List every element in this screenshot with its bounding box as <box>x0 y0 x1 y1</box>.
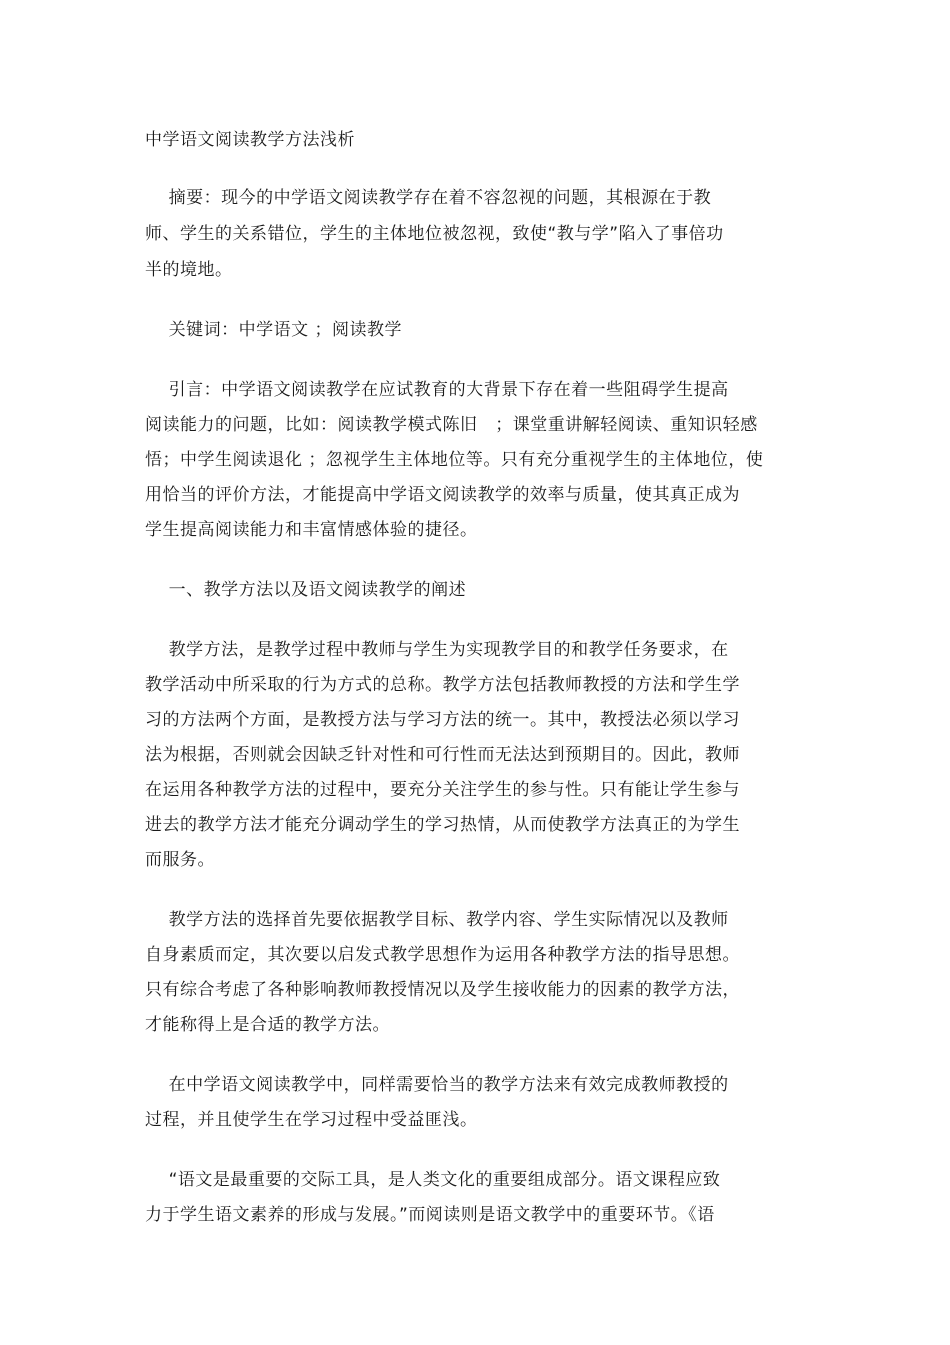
paragraph-line: 教学方法的选择首先要依据教学目标、教学内容、学生实际情况以及教师 <box>145 910 729 930</box>
paragraph-line: 只有综合考虑了各种影响教师教授情况以及学生接收能力的因素的教学方法， <box>145 980 740 1000</box>
intro-line: 学生提高阅读能力和丰富情感体验的捷径。 <box>145 520 478 540</box>
abstract-line: 半的境地。 <box>145 260 233 280</box>
paragraph-line: 教学活动中所采取的行为方式的总称。教学方法包括教师教授的方法和学生学 <box>145 675 740 695</box>
intro-line: 悟；中学生阅读退化 ；忽视学生主体地位等。只有充分重视学生的主体地位，使 <box>145 450 764 470</box>
abstract-line: 师、学生的关系错位，学生的主体地位被忽视，致使“教与学”陷入了事倍功 <box>145 224 724 244</box>
intro-line: 引言：中学语文阅读教学在应试教育的大背景下存在着一些阻碍学生提高 <box>145 380 729 400</box>
paragraph-line: 在中学语文阅读教学中，同样需要恰当的教学方法来有效完成教师教授的 <box>145 1075 729 1095</box>
intro-line: 阅读能力的问题，比如：阅读教学模式陈旧 ；课堂重讲解轻阅读、重知识轻感 <box>145 415 758 435</box>
abstract-line: 摘要：现今的中学语文阅读教学存在着不容忽视的问题，其根源在于教 <box>145 188 712 208</box>
paragraph-line: 进去的教学方法才能充分调动学生的学习热情，从而使教学方法真正的为学生 <box>145 815 740 835</box>
section-heading: 一、教学方法以及语文阅读教学的阐述 <box>145 580 467 600</box>
paragraph-line: 教学方法，是教学过程中教师与学生为实现教学目的和教学任务要求，在 <box>145 640 729 660</box>
keywords-line: 关键词：中学语文 ；阅读教学 <box>145 320 403 340</box>
paragraph-line: 习的方法两个方面，是教授方法与学习方法的统一。其中，教授法必须以学习 <box>145 710 740 730</box>
paragraph-line: 才能称得上是合适的教学方法。 <box>145 1015 390 1035</box>
paragraph-line: 自身素质而定，其次要以启发式教学思想作为运用各种教学方法的指导思想。 <box>145 945 740 965</box>
paragraph-line: 在运用各种教学方法的过程中，要充分关注学生的参与性。只有能让学生参与 <box>145 780 740 800</box>
paragraph-line: 而服务。 <box>145 850 215 870</box>
paragraph-line: 法为根据，否则就会因缺乏针对性和可行性而无法达到预期目的。因此，教师 <box>145 745 740 765</box>
intro-line: 用恰当的评价方法，才能提高中学语文阅读教学的效率与质量，使其真正成为 <box>145 485 740 505</box>
paragraph-line: “语文是最重要的交际工具，是人类文化的重要组成部分。语文课程应致 <box>145 1170 721 1190</box>
document-title: 中学语文阅读教学方法浅析 <box>145 130 355 150</box>
paragraph-line: 过程，并且使学生在学习过程中受益匪浅。 <box>145 1110 478 1130</box>
paragraph-line: 力于学生语文素养的形成与发展。”而阅读则是语文教学中的重要环节。《语 <box>145 1205 715 1225</box>
